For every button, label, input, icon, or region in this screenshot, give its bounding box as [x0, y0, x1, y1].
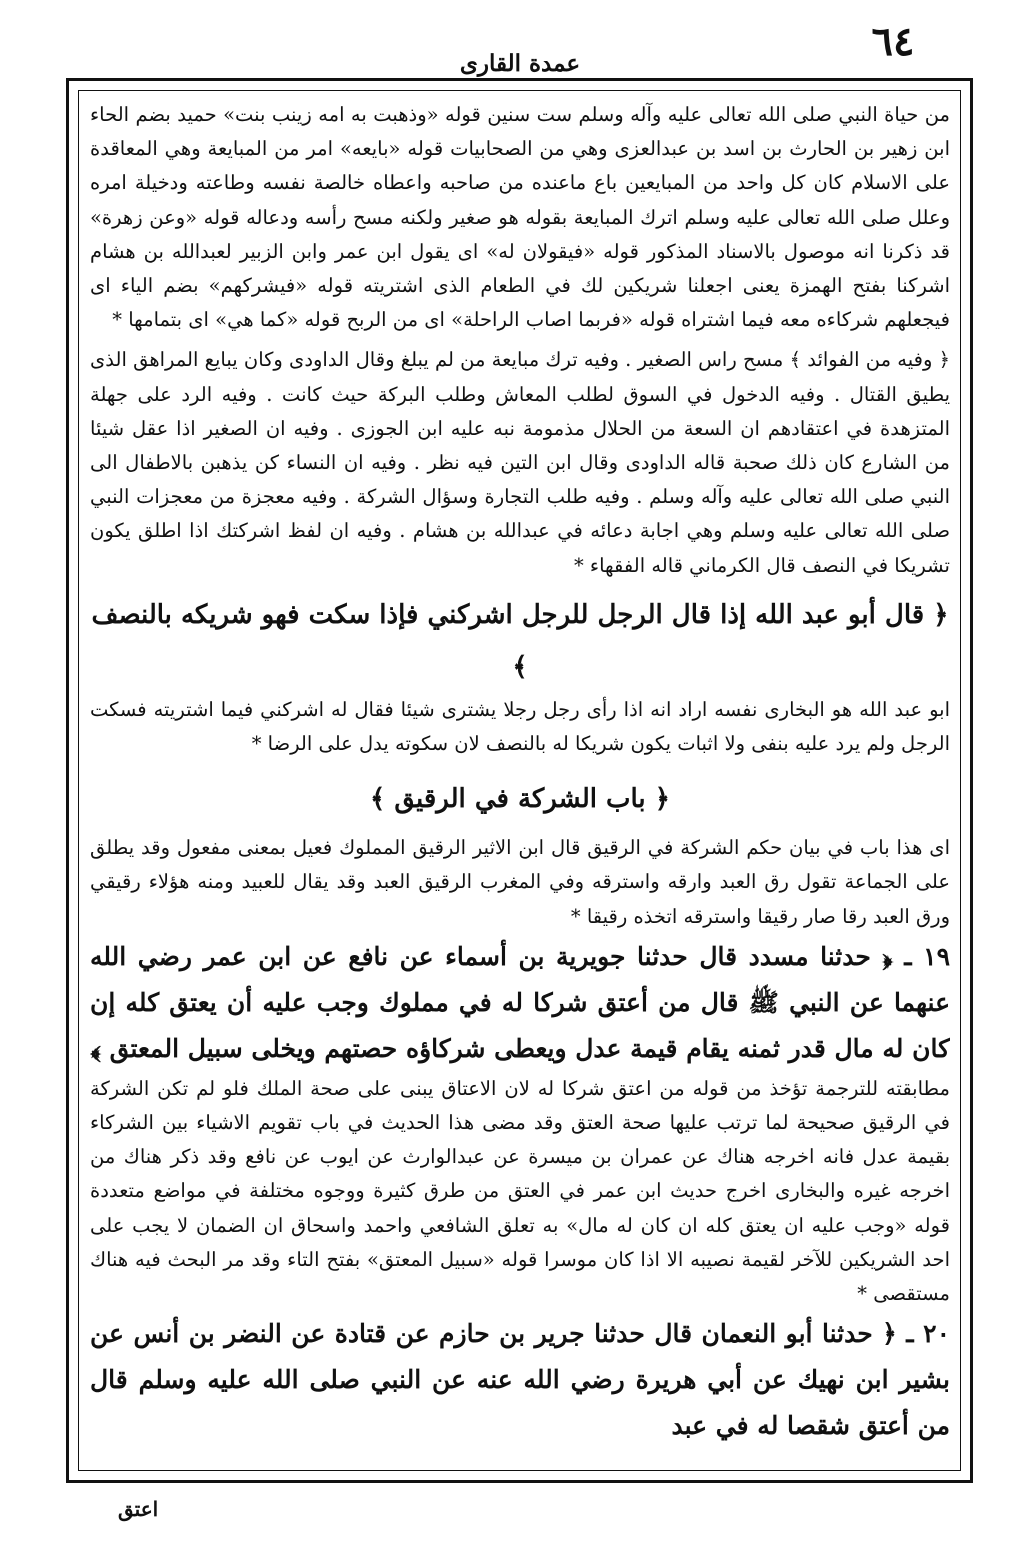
section-heading-abu-abdullah: ﴿ قال أبو عبد الله إذا قال الرجل للرجل اشركني فإذا سكت فهو شريكه بالنصف ﴾	[91, 599, 949, 682]
hadith-19: ١٩ ـ ﴿ حدثنا مسدد قال حدثنا جويرية بن أسماء عن نافع عن ابن عمر رضي الله عنهما عن النبي ﷺ قال من أعتق شركا له في مملوك وجب عليه أن يعتق كله إن كان له مال قدر ثمنه يقام قيمة عدل ويعطى شركاؤه حصتهم ويخلى سبيل المعتق ﴾	[90, 941, 950, 1063]
catchword: اعتق	[118, 1497, 159, 1521]
commentary-paragraph-1: من حياة النبي صلى الله تعالى عليه وآله وسلم ست سنين قوله «وذهبت به امه زينب بنت» حميد بضم الحاء ابن زهير بن الحارث بن اسد بن عبدالعزى وهي من الصحابيات قوله «بايعه» امر من المبايعة وهي المعاقدة على الاسلام كان كل واحد من المبايعين باع ماعنده من صاحبه واعطاه خالصة نفسه وطاعته ودخيلة امره وعلل صلى الله تعالى عليه وسلم اترك المبايعة بقوله هو صغير ولكنه مسح رأسه ودعاله قوله «وعن زهرة» قد ذكرنا انه موصول بالاسناد المذكور قوله «فيقولان له» اى يقول ابن عمر وابن الزبير لعبدالله بن هشام اشركنا بفتح الهمزة يعنى اجعلنا شريكين لك في الطعام الذى اشتريته قوله «فيشركهم» بضم الياء اى فيجعلهم شركاءه معه فيما اشتراه قوله «فربما اصاب الراحلة» اى من الربح قوله «كما هي» اى بتمامها *	[90, 103, 950, 332]
chapter-explanation-paragraph: اى هذا باب في بيان حكم الشركة في الرقيق قال ابن الاثير الرقيق المملوك فعيل بمعنى مفعول وقد يطلق على الجماعة تقول رق العبد وارقه واسترقه وفي المغرب الرقيق العبد وقد يقال للعبيد ومنه هؤلاء رقيقي ورق العبد رقا صار رقيقا واسترقه اتخذه رقيقا *	[90, 836, 950, 928]
hadith-20: ٢٠ ـ ﴿ حدثنا أبو النعمان قال حدثنا جرير بن حازم عن قتادة عن النضر بن أنس عن بشير ابن نهيك عن أبي هريرة رضي الله عنه عن النبي صلى الله عليه وسلم قال من أعتق شقصا له في عبد	[90, 1319, 950, 1441]
page-number: ٦٤	[871, 18, 915, 65]
page-body	[90, 98, 950, 1468]
commentary-paragraph-2: ابو عبد الله هو البخارى نفسه اراد انه اذا رأى رجل رجلا يشترى شيئا فقال له اشركني فيما اشتريته فسكت الرجل ولم يرد عليه بنفى ولا اثبات يكون شريكا له بالنصف لان سكوته يدل على الرضا *	[90, 697, 950, 756]
benefits-paragraph: ﴿ وفيه من الفوائد ﴾ مسح راس الصغير . وفيه ترك مبايعة من لم يبلغ وقال الداودى وكان يبايع المراهق الذى يطيق القتال . وفيه الدخول في السوق لطلب المعاش وطلب البركة حيث كانت . وفيه الرد على جهلة المتزهدة في اعتقادهم ان السعة من الحلال مذمومة نبه عليه ابن الجوزى . وفيه ان الصغير اذا عقل شيئا من الشارع كان ذلك صحبة قاله الداودى وقال ابن التين فيه نظر . وفيه ان النساء كن يذهبن بالاطفال الى النبي صلى الله تعالى عليه وآله وسلم . وفيه طلب التجارة وسؤال الشركة . وفيه معجزة من معجزات النبي صلى الله تعالى عليه وسلم وهي اجابة دعائه في عبدالله بن هشام . وفيه ان لفظ اشركتك اذا اطلق يكون تشريكا في النصف قال الكرماني قاله الفقهاء *	[90, 348, 950, 577]
running-title: عمدة القارى	[459, 50, 581, 77]
hadith-19-commentary: مطابقته للترجمة تؤخذ من قوله من اعتق شركا له لان الاعتاق يبنى على صحة الملك فلو لم تكن الشركة في الرقيق صحيحة لما ترتب عليها صحة العتق وقد مضى هذا الحديث في باب تقويم الاشياء بين الشركاء بقيمة عدل فانه اخرجه هناك عن عمران بن ميسرة عن عبدالوارث عن ايوب عن نافع وقد ذكر هناك من اخرجه غيره والبخارى اخرج حديث ابن عمر في العتق من طرق كثيرة ووجوه مختلفة في مواضع متعددة قوله «وجب عليه ان يعتق كله ان كان له مال» به تعلق الشافعي واحمد واسحاق ان الضمان لا يجب على احد الشريكين للآخر لقيمة نصيبه الا اذا كان موسرا قوله «سبيل المعتق» بفتح التاء وقد مر البحث فيه هناك مستقصى *	[90, 1076, 950, 1306]
chapter-heading-shirka-raqiq: ﴿ باب الشركة في الرقيق ﴾	[370, 784, 670, 815]
